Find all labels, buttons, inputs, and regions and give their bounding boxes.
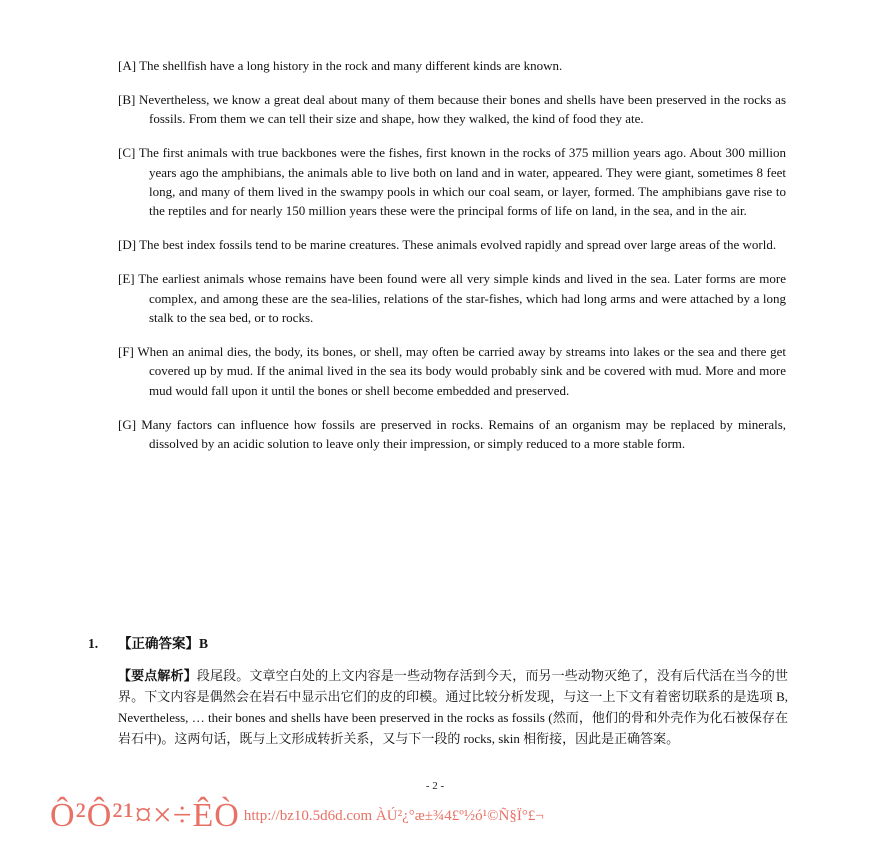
option-text: The first animals with true backbones were the fishes, first known in the rocks of 375 million years ago. About 300 million years ago the amphibians, the animals able to live both on land and in water, appeared. They were giant, sometimes 8 feet long, and many of them lived in the swampy pools in which our coal seam, or layer, formed. The amphibians gave rise to the reptiles and for nearly 150 million years these were the principal forms of life on land, in the sea, and in the air. [138, 145, 787, 219]
question-number: 1. [88, 636, 99, 651]
option-label: [A] [118, 58, 137, 73]
watermark-url: http://bz10.5d6d.com ÀÚ²¿°æ±¾4£º½ó¹©Ñ§Ï°£¬ [243, 807, 544, 824]
option-a [118, 56, 786, 75]
option-text: When an animal dies, the body, its bones, or shell, may often be carried away by streams into lakes or the sea and there get covered up by mud. If the animal lived in the sea its body would probably sink and be covered with mud. More and more mud would fall upon it until the bones or shell become embedded and preserved. [137, 343, 787, 398]
option-d [118, 235, 786, 254]
option-label: [C] [118, 145, 136, 161]
answer-value: B [199, 636, 209, 651]
watermark-title: Ô²Ô²¹¤×÷ÊÒ [50, 797, 240, 834]
option-label: [G] [118, 416, 137, 432]
analysis-label: 【要点解析】 [118, 668, 197, 683]
option-b [118, 90, 786, 129]
option-g [118, 415, 786, 454]
option-text: Nevertheless, we know a great deal about many of them because their bones and shells have been preserved in the rocks as fossils. From them we can tell their size and shape, how they walked, the kind of food they ate. [138, 91, 787, 127]
analysis-paragraph [118, 665, 788, 749]
option-label: [B] [118, 91, 136, 107]
option-text: The earliest animals whose remains have been found were all very simple kinds and lived in the sea. Later forms are more complex, and among these are the sea-lilies, relations of the star-fishes, which had long arms and were attached by a long stalk to the sea bed, or to rocks. [138, 271, 786, 326]
option-label: [D] [118, 237, 137, 253]
option-e [118, 269, 786, 327]
analysis-text: 段尾段。文章空白处的上文内容是一些动物存活到今天，而另一些动物灭绝了，没有后代活在当今的世界。下文内容是偶然会在岩石中显示出它们的皮的印模。通过比较分析发现，与这一上下文有着密切联系的是选项 B, Nevertheless, … their bones and shells have been preserved in the rocks as fossils (然而，他们的骨和外壳作为化石被保存在岩石中)。这两句话，既与上文形成转折关系，又与下一段的 rocks, skin 相衔接，因此是正确答案。 [118, 668, 788, 746]
watermark [50, 797, 544, 835]
option-label: [F] [118, 343, 134, 359]
option-text: The shellfish have a long history in the rock and many different kinds are known. [139, 58, 563, 73]
option-text: The best index fossils tend to be marine creatures. These animals evolved rapidly and spread over large areas of the world. [139, 237, 777, 253]
option-text: Many factors can influence how fossils are preserved in rocks. Remains of an organism may be replaced by minerals, dissolved by an acidic solution to leave only their impression, or simply reduced to a more stable form. [141, 416, 787, 452]
option-c [118, 143, 786, 221]
page-number: - 2 - [425, 780, 445, 792]
option-label: [E] [118, 271, 135, 287]
answer-label: 【正确答案】 [118, 636, 199, 651]
option-f [118, 342, 786, 400]
answer-section [88, 632, 788, 762]
answer-heading [88, 632, 788, 652]
options-list [118, 56, 786, 468]
